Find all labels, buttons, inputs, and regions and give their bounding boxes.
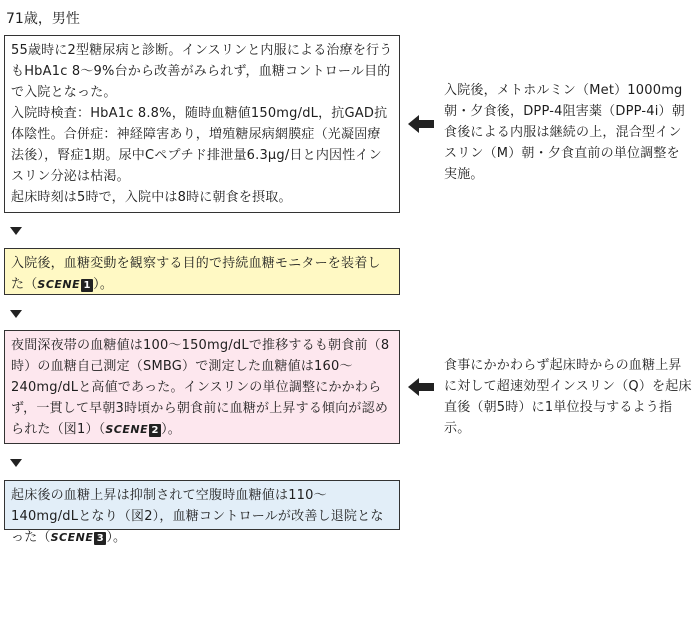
- wake-time-text: 起床時刻は5時で，入院中は8時に朝食を摂取。: [11, 190, 292, 205]
- insulin-instruction-note: 食事にかかわらず起床時からの血糖上昇に対して超速効型インスリン（Q）を起床直後（朝5時）に1単位投与するよう指示。: [444, 358, 692, 436]
- case-summary-box: [4, 35, 400, 213]
- scene-number-badge: 2: [149, 424, 161, 437]
- down-arrow-icon: [10, 310, 22, 318]
- scene-number-badge: 3: [94, 532, 106, 545]
- down-arrow-icon: [10, 227, 22, 235]
- patient-header: 71歳，男性: [6, 11, 80, 27]
- scene-label: SCENE: [105, 423, 149, 436]
- outcome-box: [4, 480, 400, 545]
- closing-text: ）。: [106, 530, 127, 545]
- down-arrow-icon: [10, 459, 22, 467]
- outcome-text: 起床後の血糖上昇は抑制されて空腹時血糖値は110〜140mg/dLとなり（図2），血糖コントロールが改善し退院となった（: [11, 488, 384, 545]
- cgm-box: [4, 248, 400, 295]
- admission-exam-text: 入院時検査：HbA1c 8.8%，随時血糖値150mg/dL，抗GAD抗体陰性。合併症：神経障害あり，増殖糖尿病網膜症（光凝固療法後），腎症1期。尿中Cペプチド排泄量6.3μg/日と内因性インスリン分泌は枯渇。: [11, 106, 388, 184]
- scene-number-badge: 1: [81, 279, 93, 292]
- observation-text: 夜間深夜帯の血糖値は100〜150mg/dLで推移するも朝食前（8時）の血糖自己測定（SMBG）で測定した血糖値は160〜240mg/dLと高値であった。インスリンの単位調整にかかわらず，一貫して早朝3時頃から朝食前に血糖が上昇する傾向が認められた（図1）（: [11, 338, 390, 437]
- glucose-observation-box: [4, 330, 400, 444]
- left-arrow-icon: [408, 378, 434, 396]
- scene-label: SCENE: [50, 531, 94, 544]
- history-text: 55歳時に2型糖尿病と診断。インスリンと内服による治療を行うもHbA1c 8〜9%台から改善がみられず，血糖コントロール目的で入院となった。: [11, 43, 393, 100]
- closing-text: ）。: [93, 277, 114, 292]
- closing-text: ）。: [161, 422, 182, 437]
- left-arrow-icon: [408, 115, 434, 133]
- medication-note: 入院後，メトホルミン（Met）1000mg朝・夕食後，DPP-4阻害薬（DPP-4i）朝食後による内服は継続の上，混合型インスリン（M）朝・夕食直前の単位調整を実施。: [444, 83, 685, 182]
- scene-label: SCENE: [37, 278, 81, 291]
- cgm-text: 入院後，血糖変動を観察する目的で持続血糖モニターを装着した（: [11, 256, 381, 292]
